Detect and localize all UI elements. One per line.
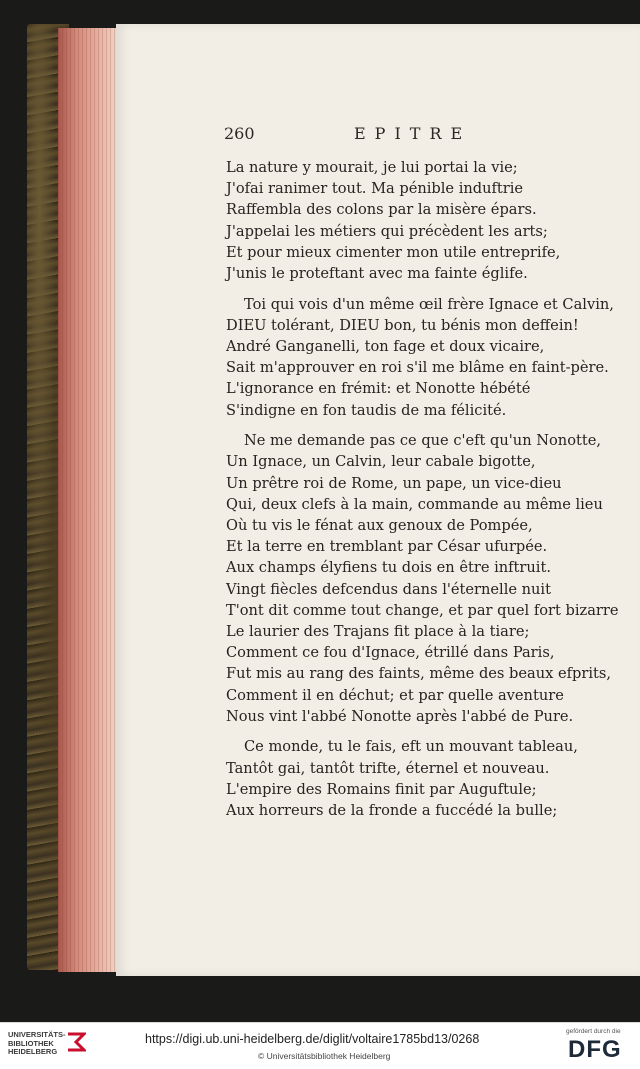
stanza	[226, 157, 626, 284]
verse-line: Comment il en déchut; et par quelle aventure	[226, 686, 564, 704]
library-name: UNIVERSITÄTS- BIBLIOTHEK HEIDELBERG	[8, 1030, 66, 1056]
verse-line: Et la terre en tremblant par César ufurpée.	[226, 538, 548, 556]
running-header	[224, 124, 554, 146]
stanza	[226, 294, 626, 421]
verse-line: Et pour mieux cimenter mon utile entreprife,	[226, 243, 561, 261]
verse-line: Toi qui vois d'un même œil frère Ignace et Calvin,	[244, 295, 614, 313]
funding-note: gefördert durch die	[566, 1028, 621, 1035]
verse-line: J'appelai les métiers qui précèdent les arts;	[226, 222, 548, 240]
verse-line: Un Ignace, un Calvin, leur cabale bigotte,	[226, 453, 536, 471]
verse-line: Qui, deux clefs à la main, commande au même lieu	[226, 495, 603, 513]
verse-line: T'ont dit comme tout change, et par quel fort bizarre	[226, 601, 619, 619]
poem-text	[226, 157, 626, 821]
verse-line: Aux champs élyfiens tu dois en être inftruit.	[226, 559, 551, 577]
page-number: 260	[224, 124, 255, 143]
verse-line: Fut mis au rang des faints, même des beaux efprits,	[226, 665, 612, 683]
verse-line: J'ofai ranimer tout. Ma pénible induftrie	[226, 180, 524, 198]
verse-line: S'indigne en fon taudis de ma félicité.	[226, 401, 507, 419]
copyright-note: © Universitätsbibliothek Heidelberg	[258, 1051, 391, 1061]
viewer-footer	[0, 1022, 640, 1069]
verse-line: La nature y mourait, je lui portai la vie;	[226, 159, 518, 176]
verse-line: Où tu vis le fénat aux genoux de Pompée,	[226, 517, 533, 534]
page-edges	[58, 28, 118, 972]
verse-line: Ne me demande pas ce que c'eft qu'un Nonotte,	[244, 432, 601, 450]
verse-line: Nous vint l'abbé Nonotte après l'abbé de Pure.	[226, 707, 574, 725]
verse-line: Ce monde, tu le fais, eft un mouvant tableau,	[244, 738, 578, 756]
verse-line: Tantôt gai, tantôt trifte, éternel et nouveau.	[226, 759, 550, 777]
running-title: EPITRE	[354, 124, 472, 143]
verse-line: DIEU tolérant, DIEU bon, tu bénis mon deffein!	[226, 316, 579, 334]
page-url[interactable]: https://digi.ub.uni-heidelberg.de/diglit/voltaire1785bd13/0268	[145, 1032, 480, 1046]
verse-line: L'empire des Romains finit par Auguftule;	[226, 780, 537, 798]
verse-line: Sait m'approuver en roi s'il me blâme en faint-père.	[226, 359, 609, 377]
verse-line: J'unis le proteftant avec ma fainte églife.	[226, 264, 528, 282]
verse-line: Vingt fiècles defcendus dans l'éternelle nuit	[226, 580, 551, 598]
verse-line: L'ignorance en frémit: et Nonotte hébété	[226, 380, 531, 398]
dfg-logo: DFG	[568, 1036, 622, 1063]
library-logo-icon	[66, 1030, 86, 1056]
verse-line: Le laurier des Trajans fit place à la tiare;	[226, 622, 530, 640]
verse-line: Un prêtre roi de Rome, un pape, un vice-dieu	[226, 474, 562, 492]
stanza	[226, 430, 626, 727]
verse-line: Raffembla des colons par la misère épars.	[226, 201, 537, 219]
verse-line: Comment ce fou d'Ignace, étrillé dans Paris,	[226, 644, 555, 662]
stanza	[226, 736, 626, 821]
verse-line: André Ganganelli, ton fage et doux vicaire,	[226, 338, 545, 355]
verse-line: Aux horreurs de la fronde a fuccédé la bulle;	[226, 801, 558, 819]
